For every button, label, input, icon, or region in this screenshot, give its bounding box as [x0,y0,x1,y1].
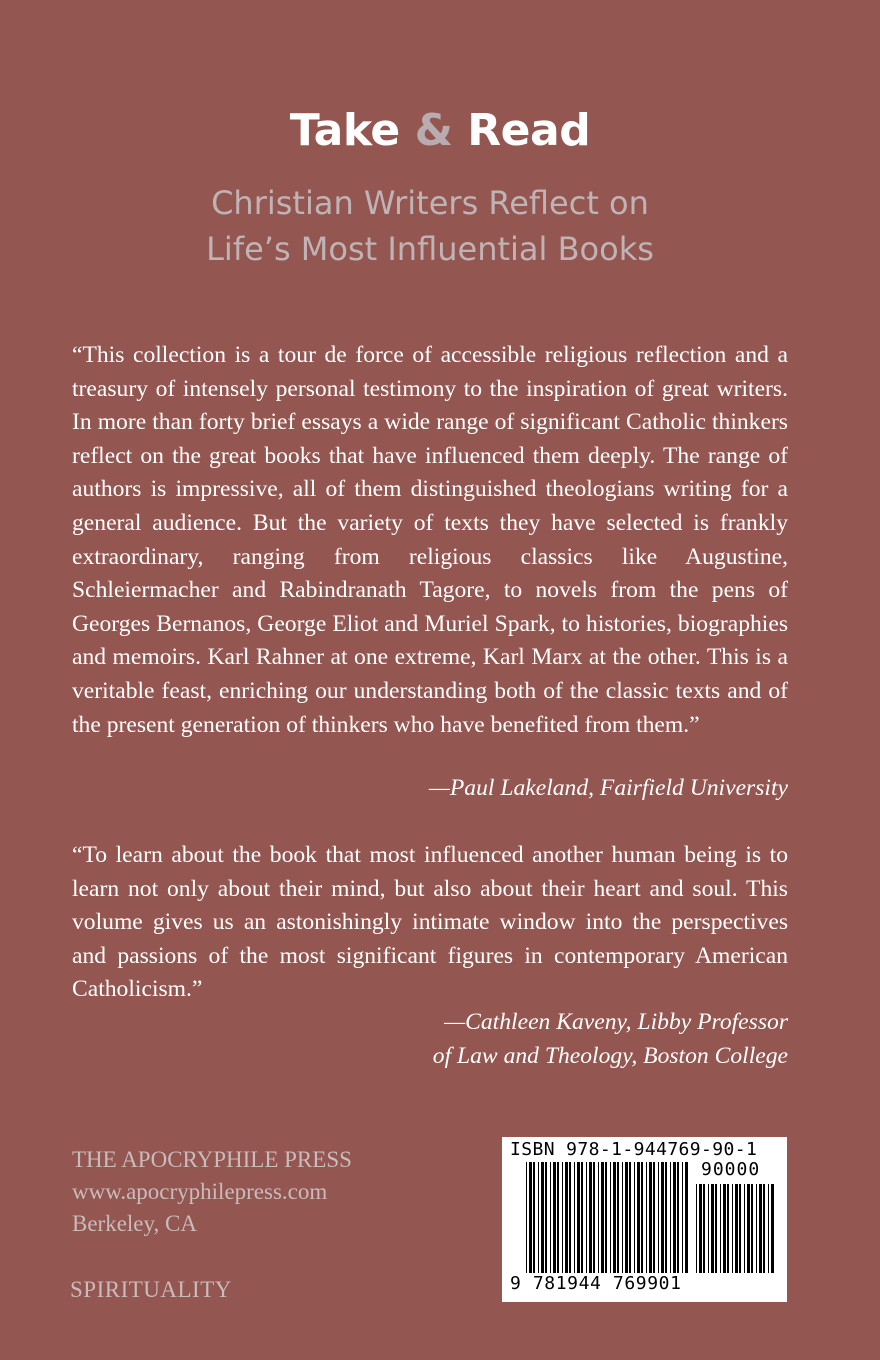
price-bar [723,1184,726,1273]
endorsement-quote-2: “To learn about the book that most influenced another human being is to learn not only about their mind, but also about their heart and soul. This volume gives us an astonishingly intimate window into the perspectives and passions of the most significant figures in contemporary American Catholicism.” [72,842,788,1003]
attribution-2-line-2: of Law and Theology, Boston College [432,1042,788,1069]
title-word-read: Read [467,105,591,156]
isbn-bar [658,1162,659,1273]
publisher-info [72,1144,352,1240]
price-bar [703,1184,705,1273]
price-bar [751,1184,753,1273]
isbn-bar [538,1162,539,1273]
isbn-bar [634,1162,635,1273]
isbn-bar [550,1162,551,1273]
price-code: 90000 [701,1159,761,1180]
price-bar [747,1184,750,1273]
price-bar [771,1184,774,1273]
isbn-bar [605,1162,607,1273]
isbn-bar [565,1162,568,1273]
isbn-bar [646,1162,647,1273]
isbn-bar [577,1162,580,1273]
price-bar [735,1184,738,1273]
isbn-bar [673,1162,676,1273]
isbn-bar [613,1162,616,1273]
price-bar [756,1184,757,1273]
isbn-bar [641,1162,643,1273]
isbn-bar [610,1162,611,1273]
isbn-bar [661,1162,664,1273]
isbn-bar [670,1162,671,1273]
price-bar [768,1184,769,1273]
isbn-bar [589,1162,592,1273]
isbn-label: ISBN 978-1-944769-90-1 [510,1139,758,1160]
book-title [0,102,880,160]
isbn-bar [545,1162,547,1273]
category-label: SPIRITUALITY [70,1277,232,1302]
subtitle-line-2: Life’s Most Influential Books [206,230,654,268]
price-bar [744,1184,745,1273]
isbn-bar [601,1162,604,1273]
isbn-bar [622,1162,623,1273]
price-bar [720,1184,721,1273]
isbn-bar [629,1162,631,1273]
isbn-bar [617,1162,619,1273]
isbn-bar [553,1162,556,1273]
publisher-name: THE APOCRYPHILE PRESS [72,1147,352,1172]
price-bar [715,1184,717,1273]
endorsement-attribution-1 [188,772,788,806]
isbn-bar [557,1162,559,1273]
book-subtitle [0,180,860,272]
price-bar [763,1184,765,1273]
title-word-take: Take [289,105,400,156]
isbn-bar [598,1162,599,1273]
isbn-bar [649,1162,652,1273]
attribution-2-line-1: —Cathleen Kaveny, Libby Professor [444,1009,788,1035]
isbn-bar [593,1162,595,1273]
isbn-bar [574,1162,575,1273]
isbn-bar [533,1162,535,1273]
isbn-bar [677,1162,679,1273]
endorsement-quote-1: “This collection is a tour de force of accessible religious reflection and a treasury of intensely personal testimony to the inspiration of great writers. In more than forty brief essays a wide range of significant Catholic thinkers reflect on the great books that have influenced them deeply. The range of authors is impressive, all of them distinguished theologians writing for a general audience. But the variety of texts they have selected is frankly extraordinary, ranging from religious classics like Augustine, Schleiermacher and Rabindranath Tagore, to novels from the pens of Georges Bernanos, George Eliot and Muriel Spark, to histories, biographies and memoirs. Karl Rahner at one extreme, Karl Marx at the other. This is a veritable feast, enriching our understanding both of the classic texts and of the present generation of thinkers who have benefited from them.” [72,342,788,738]
isbn-bar [562,1162,563,1273]
title-ampersand: & [414,105,453,156]
barcode-panel [502,1137,787,1302]
isbn-bar [653,1162,655,1273]
price-bar [739,1184,741,1273]
attribution-1-line-1: —Paul Lakeland, Fairfield University [428,775,788,801]
isbn-bar [685,1162,688,1273]
price-bar [696,1184,697,1273]
price-bar [759,1184,762,1273]
subtitle-line-1: Christian Writers Reflect on [211,184,649,222]
isbn-bar [581,1162,583,1273]
isbn-bar [637,1162,640,1273]
isbn-bar [665,1162,667,1273]
isbn-bar [529,1162,532,1273]
isbn-bar [682,1162,683,1273]
price-bar [708,1184,709,1273]
price-bar [699,1184,702,1273]
isbn-bar [586,1162,587,1273]
isbn-bar [541,1162,544,1273]
publisher-website: www.apocryphilepress.com [72,1179,328,1204]
isbn-bar [569,1162,571,1273]
price-bar [711,1184,714,1273]
price-bar [732,1184,733,1273]
endorsement-attribution-2 [188,1006,788,1073]
ean-digits: 9 781944 769901 [510,1273,682,1294]
price-bar [727,1184,729,1273]
publisher-location: Berkeley, CA [72,1211,197,1236]
isbn-bar [625,1162,628,1273]
isbn-bar [526,1162,527,1273]
